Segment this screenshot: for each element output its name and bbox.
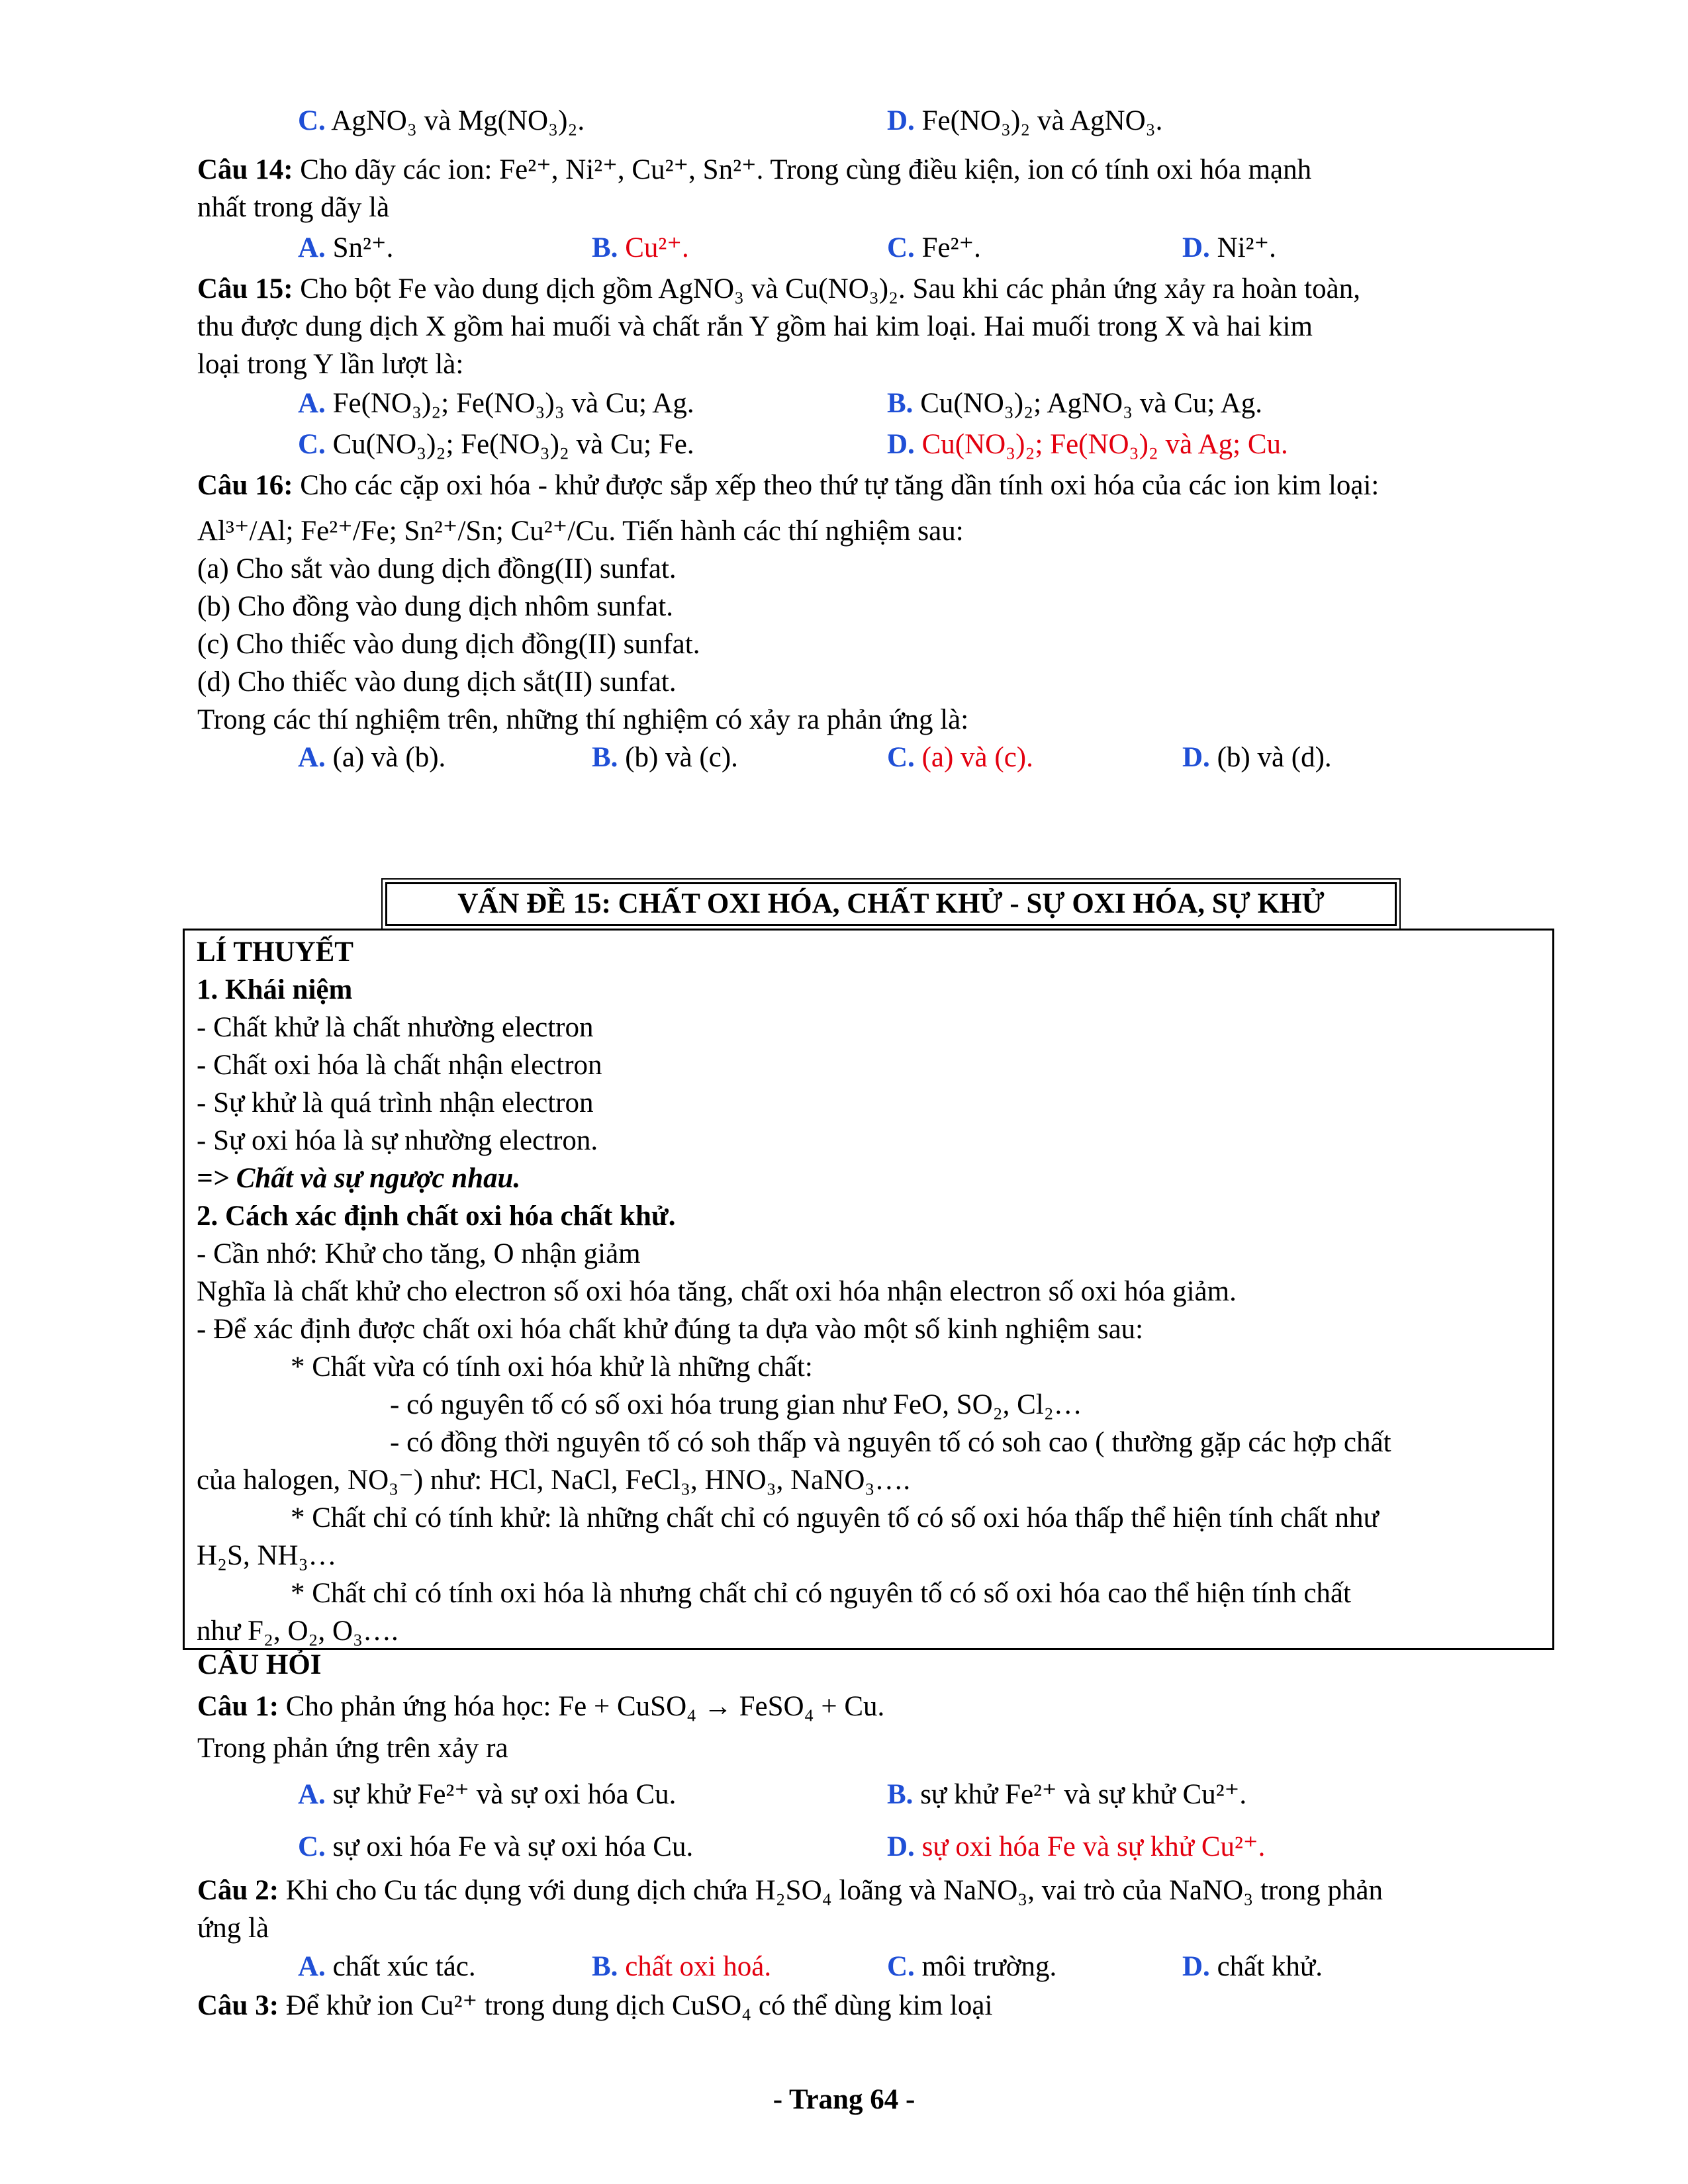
theory-heading: LÍ THUYẾT: [197, 936, 353, 968]
q2-options: [197, 1947, 1561, 1987]
question-14: [197, 151, 1561, 189]
theory-line: Nghĩa là chất khử cho electron số oxi hóa tăng, chất oxi hóa nhận electron số oxi hóa giảm.: [197, 1276, 1237, 1307]
question-text-line: ứng là: [197, 1913, 269, 1944]
question-text-line: thu được dung dịch X gồm hai muối và chất rắn Y gồm hai kim loại. Hai muối trong X và hai kim: [197, 311, 1313, 342]
theory-line: như F₂, O₂, O₃….: [197, 1615, 399, 1647]
option-a: A. chất xúc tác.: [298, 1951, 476, 1982]
question-number: Câu 2:: [197, 1875, 279, 1906]
option-c-answer: C. (a) và (c).: [887, 742, 1033, 773]
option-a: A. Sn²⁺.: [298, 232, 394, 263]
option-d: D. (b) và (d).: [1182, 742, 1332, 773]
option-text: Fe(NO₃)₂ và AgNO₃.: [921, 105, 1163, 136]
questions-heading: CÂU HỎI: [197, 1649, 322, 1680]
option-d-answer: D. Cu(NO₃)₂; Fe(NO₃)₂ và Ag; Cu.: [887, 429, 1288, 460]
theory-line: - Sự khử là quá trình nhận electron: [197, 1087, 594, 1118]
subheading-method: 2. Cách xác định chất oxi hóa chất khử.: [197, 1201, 676, 1232]
theory-line: * Chất chỉ có tính oxi hóa là nhưng chất chỉ có nguyên tố có số oxi hóa cao thể hiện tính chất: [291, 1578, 1351, 1609]
theory-line: H₂S, NH₃…: [197, 1540, 337, 1571]
question-number: Câu 14:: [197, 154, 293, 185]
option-b: B. (b) và (c).: [592, 742, 738, 773]
question-2: [197, 1872, 1561, 1909]
question-3: [197, 1987, 1561, 2025]
option-d: D. chất khử.: [1182, 1951, 1323, 1982]
q1-options-cd: [197, 1823, 1561, 1872]
question-text: Cho các cặp oxi hóa - khử được sắp xếp theo thứ tự tăng dần tính oxi hóa của các ion kim loại:: [300, 470, 1380, 501]
question-text: Cho bột Fe vào dung dịch gồm AgNO₃ và Cu(NO₃)₂. Sau khi các phản ứng xảy ra hoàn toàn,: [300, 273, 1360, 304]
question-number: Câu 16:: [197, 470, 293, 501]
page-footer: - Trang 64 -: [773, 2084, 915, 2115]
questions-section: [197, 1646, 1561, 2025]
q14-options: [197, 226, 1561, 270]
option-b-answer: B. chất oxi hoá.: [592, 1951, 772, 1982]
section-title: VẤN ĐỀ 15: CHẤT OXI HÓA, CHẤT KHỬ - SỰ OXI HÓA, SỰ KHỬ: [385, 882, 1397, 926]
theory-line: của halogen, NO₃⁻) như: HCl, NaCl, FeCl₃, HNO₃, NaNO₃….: [197, 1465, 911, 1496]
theory-line: - Sự oxi hóa là sự nhường electron.: [197, 1125, 598, 1156]
q15-options-ab: [197, 383, 1561, 424]
question-text: Cho phản ứng hóa học: Fe + CuSO₄ → FeSO₄ + Cu.: [285, 1691, 885, 1722]
theory-line: * Chất vừa có tính oxi hóa khử là những chất:: [291, 1351, 813, 1383]
theory-line: - Chất oxi hóa là chất nhận electron: [197, 1050, 602, 1081]
experiment-d: (d) Cho thiếc vào dung dịch sắt(II) sunfat.: [197, 666, 677, 698]
theory-line: - Để xác định được chất oxi hóa chất khử đúng ta dựa vào một số kinh nghiệm sau:: [197, 1314, 1144, 1345]
option-d: D. Fe(NO₃)₂ và AgNO₃.: [887, 105, 1163, 136]
option-a: A. Fe(NO₃)₂; Fe(NO₃)₃ và Cu; Ag.: [298, 388, 694, 419]
option-c: C. AgNO₃ và Mg(NO₃)₂.: [298, 105, 585, 136]
option-c: C. sự oxi hóa Fe và sự oxi hóa Cu.: [298, 1831, 694, 1862]
question-text-line: nhất trong dãy là: [197, 192, 390, 223]
option-b-answer: B. Cu²⁺.: [592, 232, 689, 263]
q13-options: [197, 99, 1561, 143]
question-text-line: Trong các thí nghiệm trên, những thí nghiệm có xảy ra phản ứng là:: [197, 704, 969, 735]
question-number: Câu 1:: [197, 1691, 279, 1722]
question-text-line: Al³⁺/Al; Fe²⁺/Fe; Sn²⁺/Sn; Cu²⁺/Cu. Tiến hành các thí nghiệm sau:: [197, 516, 964, 547]
theory-line: - có nguyên tố có số oxi hóa trung gian như FeO, SO₂, Cl₂…: [390, 1389, 1082, 1420]
question-16: [197, 467, 1561, 504]
question-text: Cho dãy các ion: Fe²⁺, Ni²⁺, Cu²⁺, Sn²⁺. Trong cùng điều kiện, ion có tính oxi hóa mạnh: [300, 154, 1312, 185]
theory-note: => Chất và sự ngược nhau.: [197, 1163, 521, 1194]
option-c: C. Cu(NO₃)₂; Fe(NO₃)₂ và Cu; Fe.: [298, 429, 694, 460]
option-d: D. Ni²⁺.: [1182, 232, 1276, 263]
theory-line: - có đồng thời nguyên tố có soh thấp và nguyên tố có soh cao ( thường gặp các hợp chất: [390, 1427, 1391, 1458]
q1-options-ab: [197, 1767, 1561, 1823]
option-a: A. sự khử Fe²⁺ và sự oxi hóa Cu.: [298, 1779, 677, 1810]
option-a: A. (a) và (b).: [298, 742, 446, 773]
experiment-c: (c) Cho thiếc vào dung dịch đồng(II) sunfat.: [197, 629, 700, 660]
question-15: [197, 270, 1561, 308]
theory-line: - Chất khử là chất nhường electron: [197, 1012, 594, 1043]
option-text: AgNO₃ và Mg(NO₃)₂.: [331, 105, 585, 136]
option-b: B. sự khử Fe²⁺ và sự khử Cu²⁺.: [887, 1779, 1247, 1810]
question-text-line: Trong phản ứng trên xảy ra: [197, 1733, 508, 1764]
option-c: C. Fe²⁺.: [887, 232, 981, 263]
option-c: C. môi trường.: [887, 1951, 1057, 1982]
question-text: Khi cho Cu tác dụng với dung dịch chứa H₂SO₄ loãng và NaNO₃, vai trò của NaNO₃ trong phản: [285, 1875, 1383, 1906]
question-text-line: loại trong Y lần lượt là:: [197, 349, 464, 380]
theory-line: * Chất chỉ có tính khử: là những chất chỉ có nguyên tố có số oxi hóa thấp thể hiện tính chất như: [291, 1502, 1379, 1533]
experiment-b: (b) Cho đồng vào dung dịch nhôm sunfat.: [197, 591, 673, 622]
question-number: Câu 15:: [197, 273, 293, 304]
experiment-a: (a) Cho sắt vào dung dịch đồng(II) sunfat.: [197, 553, 677, 584]
question-text: Để khử ion Cu²⁺ trong dung dịch CuSO₄ có thể dùng kim loại: [285, 1990, 993, 2021]
option-b: B. Cu(NO₃)₂; AgNO₃ và Cu; Ag.: [887, 388, 1262, 419]
option-d-answer: D. sự oxi hóa Fe và sự khử Cu²⁺.: [887, 1831, 1266, 1862]
subheading-concept: 1. Khái niệm: [197, 974, 353, 1005]
question-1: [197, 1688, 1561, 1725]
theory-box: [183, 929, 1554, 1650]
q15-options-cd: [197, 424, 1561, 465]
question-number: Câu 3:: [197, 1990, 279, 2021]
page-content: [197, 99, 1561, 776]
theory-line: - Cần nhớ: Khử cho tăng, O nhận giảm: [197, 1238, 641, 1269]
q16-options: [197, 739, 1561, 776]
